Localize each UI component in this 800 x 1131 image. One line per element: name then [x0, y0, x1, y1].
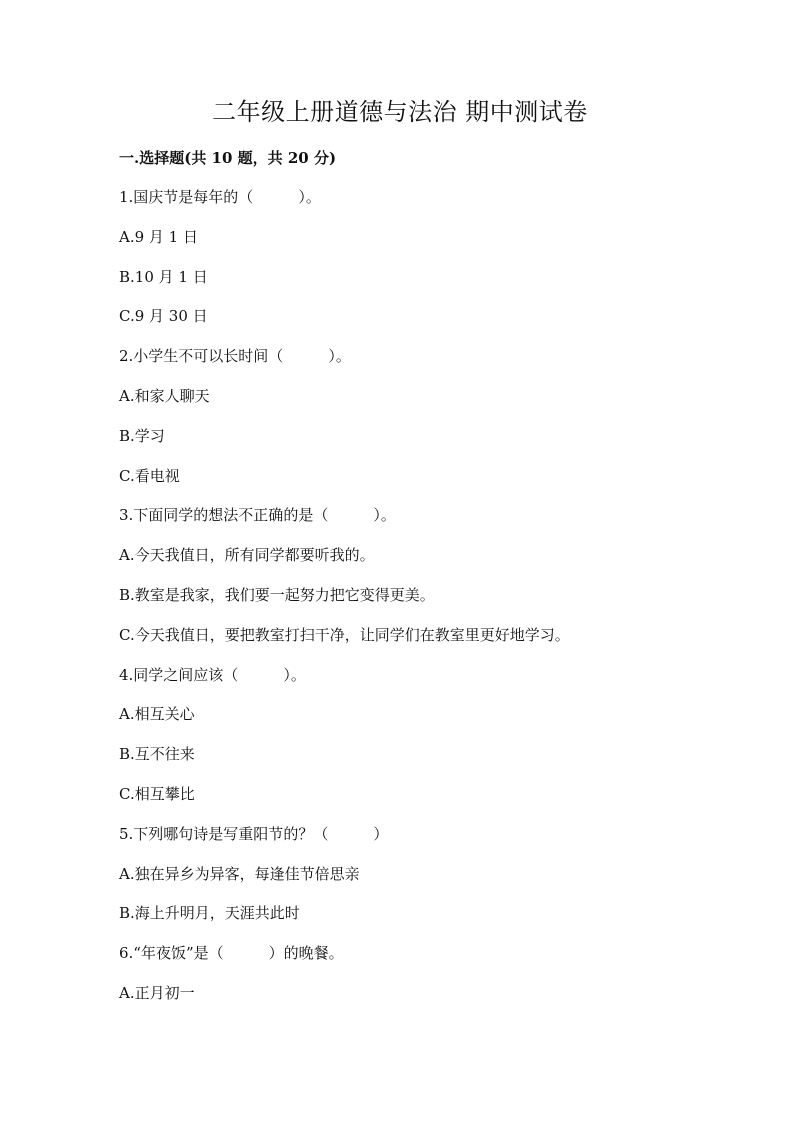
question-4-option-b: B.互不往来 — [119, 745, 195, 764]
page-title: 二年级上册道德与法治 期中测试卷 — [212, 98, 588, 126]
question-4-option-a: A.相互关心 — [119, 705, 195, 724]
question-5-option-b: B.海上升明月，天涯共此时 — [119, 904, 300, 923]
question-2-option-a: A.和家人聊天 — [119, 386, 210, 405]
question-3-option-a: A.今天我值日，所有同学都要听我的。 — [119, 546, 375, 565]
question-5-option-a: A.独在异乡为异客，每逢佳节倍思亲 — [119, 864, 360, 883]
question-1-option-a: A.9 月 1 日 — [119, 227, 198, 246]
question-2-option-c: C.看电视 — [119, 466, 180, 485]
question-6: 6.“年夜饭”是（ ）的晚餐。 — [119, 944, 344, 963]
section-heading: 一.选择题(共 10 题，共 20 分) — [119, 149, 337, 167]
question-1-option-b: B.10 月 1 日 — [119, 267, 208, 286]
question-list — [119, 186, 719, 1022]
question-2: 2.小学生不可以长时间（ ）。 — [119, 347, 351, 366]
question-3-option-c: C.今天我值日，要把教室打扫干净，让同学们在教室里更好地学习。 — [119, 625, 570, 644]
question-1: 1.国庆节是每年的（ ）。 — [119, 188, 321, 206]
question-3-option-b: B.教室是我家，我们要一起努力把它变得更美。 — [119, 585, 435, 604]
question-4-option-c: C.相互攀比 — [119, 784, 195, 803]
question-6-option-a: A.正月初一 — [119, 983, 195, 1002]
question-3: 3.下面同学的想法不正确的是（ ）。 — [119, 506, 396, 525]
question-5: 5.下列哪句诗是写重阳节的？（ ） — [119, 824, 389, 843]
question-4: 4.同学之间应该（ ）。 — [119, 665, 306, 684]
question-2-option-b: B.学习 — [119, 426, 165, 445]
question-1-option-c: C.9 月 30 日 — [119, 307, 208, 326]
